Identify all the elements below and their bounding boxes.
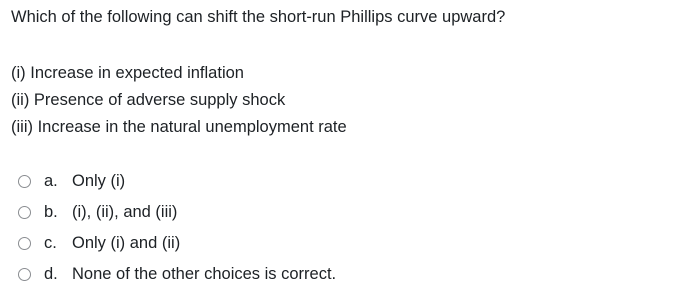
answer-option-c[interactable] bbox=[18, 228, 336, 259]
answer-option-d[interactable] bbox=[18, 259, 336, 290]
option-text: Only (i) and (ii) bbox=[72, 234, 181, 252]
answer-options bbox=[18, 166, 336, 290]
radio-button-a[interactable] bbox=[18, 175, 31, 188]
statement-list bbox=[11, 60, 347, 141]
answer-option-a[interactable] bbox=[18, 166, 336, 197]
radio-button-b[interactable] bbox=[18, 206, 31, 219]
option-text: None of the other choices is correct. bbox=[72, 265, 337, 283]
statement-item: (iii) Increase in the natural unemployment rate bbox=[11, 118, 347, 136]
option-letter: d. bbox=[44, 265, 58, 283]
radio-button-d[interactable] bbox=[18, 268, 31, 281]
answer-option-b[interactable] bbox=[18, 197, 336, 228]
option-text: (i), (ii), and (iii) bbox=[72, 203, 178, 221]
radio-button-c[interactable] bbox=[18, 237, 31, 250]
option-letter: a. bbox=[44, 172, 58, 190]
question-text: Which of the following can shift the short-run Phillips curve upward? bbox=[11, 8, 506, 26]
option-letter: b. bbox=[44, 203, 58, 221]
statement-item: (i) Increase in expected inflation bbox=[11, 64, 244, 82]
option-letter: c. bbox=[44, 234, 57, 252]
option-text: Only (i) bbox=[72, 172, 126, 190]
statement-item: (ii) Presence of adverse supply shock bbox=[11, 91, 286, 109]
